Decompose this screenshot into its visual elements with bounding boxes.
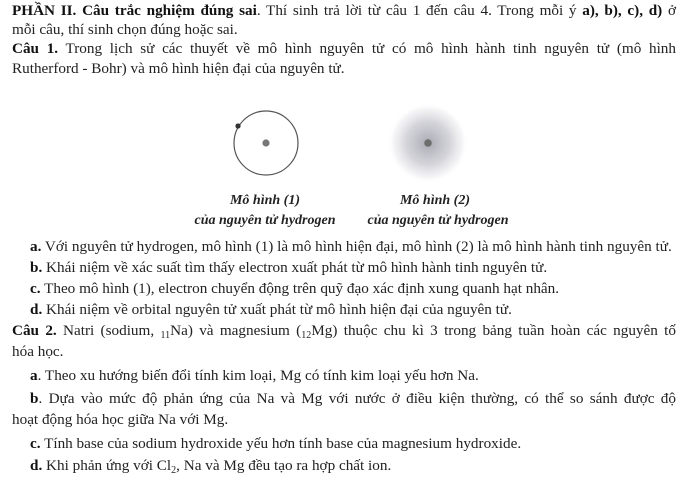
question1-label: Câu 1. bbox=[12, 40, 59, 57]
question2-stem-line2: hóa học. bbox=[12, 343, 64, 360]
statement-text: Khái niệm về xác suất tìm thấy electron xuất phát từ mô hình hành tinh nguyên tử. bbox=[42, 259, 548, 276]
statement-marker: c. bbox=[30, 435, 41, 452]
statement-text: Theo mô hình (1), electron chuyển động trên quỹ đạo xác định xung quanh hạt nhân. bbox=[40, 280, 560, 297]
figure2-caption-subtitle: của nguyên tử hydrogen bbox=[367, 213, 509, 228]
q2-statement-d bbox=[30, 456, 391, 480]
electron-cloud-figure bbox=[386, 102, 470, 186]
statement-text-end: , Na và Mg đều tạo ra hợp chất ion. bbox=[176, 457, 392, 474]
statement-marker: d. bbox=[30, 457, 43, 474]
q1-statement-a bbox=[30, 237, 672, 256]
statement-marker: c. bbox=[30, 280, 41, 297]
statement-marker: b bbox=[30, 390, 39, 407]
section-header-line2: mỗi câu, thí sinh chọn đúng hoặc sai. bbox=[12, 21, 238, 38]
statement-text: Khi phản ứng với Cl bbox=[42, 457, 172, 474]
q2-statement-b bbox=[30, 389, 676, 408]
q1-statement-b bbox=[30, 258, 547, 277]
statement-marker: a bbox=[30, 367, 38, 384]
question2-stem-line1 bbox=[12, 321, 676, 345]
section-intro: . Thí sinh trả lời từ câu 1 đến câu 4. Trong mỗi ý bbox=[256, 2, 583, 19]
sodium-atomic-number: 11 bbox=[160, 330, 171, 341]
statement-marker: b. bbox=[30, 259, 43, 276]
question2-stem-mid: Na) và magnesium ( bbox=[170, 322, 302, 339]
options-marker: a), b), c), d) bbox=[582, 2, 663, 19]
statement-text: Tính base của sodium hydroxide yếu hơn tính base của magnesium hydroxide. bbox=[40, 435, 522, 452]
q2-statement-c bbox=[30, 434, 521, 453]
section-label: PHẦN II. Câu trắc nghiệm đúng sai bbox=[12, 2, 257, 19]
q2-statement-b-line2: hoạt động hóa học giữa Na với Mg. bbox=[12, 411, 229, 428]
planetary-model-figure bbox=[228, 106, 304, 182]
chlorine-subscript: 2 bbox=[171, 465, 177, 476]
q2-statement-a bbox=[30, 366, 479, 385]
question1-stem-line1 bbox=[12, 39, 676, 58]
question2-stem-end: Mg) thuộc chu kì 3 trong bảng tuần hoàn các nguyên tố bbox=[311, 322, 676, 339]
statement-text: Với nguyên tử hydrogen, mô hình (1) là mô hình hiện đại, mô hình (2) là mô hình hành tinh nguyên tử. bbox=[41, 238, 672, 255]
q1-statement-d bbox=[30, 300, 512, 319]
statement-text: Khái niệm về orbital nguyên tử xuất phát từ mô hình hiện đại của nguyên tử. bbox=[42, 301, 512, 318]
statement-marker: a. bbox=[30, 238, 42, 255]
statement-text: . Dựa vào mức độ phản ứng của Na và Mg với nước ở điều kiện thường, có thể so sánh được độ bbox=[38, 390, 676, 407]
question2-label: Câu 2. bbox=[12, 322, 57, 339]
section-intro-end: ở bbox=[662, 2, 676, 19]
statement-marker: d. bbox=[30, 301, 43, 318]
section-header-line1 bbox=[12, 1, 676, 20]
magnesium-atomic-number: 12 bbox=[301, 330, 312, 341]
figure1-caption-subtitle: của nguyên tử hydrogen bbox=[194, 213, 336, 228]
figure2-caption-title: Mô hình (2) bbox=[399, 193, 471, 208]
figure1-caption-title: Mô hình (1) bbox=[229, 193, 301, 208]
question2-stem: Natri (sodium, bbox=[56, 322, 161, 339]
question1-stem-line2: Rutherford - Bohr) và mô hình hiện đại của nguyên tử. bbox=[12, 60, 345, 77]
question1-stem: Trong lịch sử các thuyết về mô hình nguyên tử có mô hình hành tinh nguyên tử (mô hình bbox=[58, 40, 676, 57]
q1-statement-c bbox=[30, 279, 559, 298]
statement-text: . Theo xu hướng biến đổi tính kim loại, Mg có tính kim loại yếu hơn Na. bbox=[37, 367, 479, 384]
